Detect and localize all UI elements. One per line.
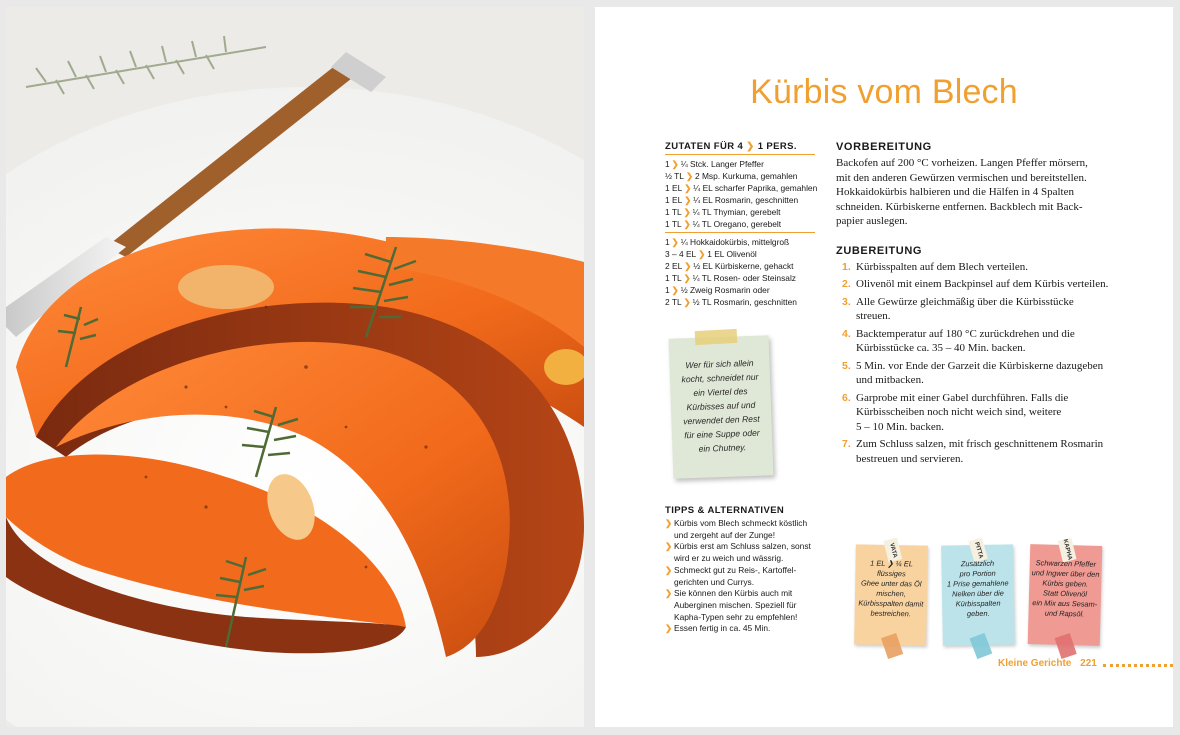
tip-line: Kürbis erst am Schluss salzen, sonst — [674, 541, 811, 552]
dosha-tag: PITTA — [968, 537, 988, 562]
tips-section — [665, 505, 815, 635]
tip-line: gerichten und Currys. — [674, 576, 755, 587]
step-number: 4. — [842, 327, 851, 340]
dosha-card-line: und Ingwer über den — [1031, 568, 1100, 579]
arrow-icon: ❯ — [665, 623, 673, 634]
dosha-card-line: Kürbis geben. — [1042, 578, 1089, 589]
dosha-card-line: Kürbisspalten damit — [858, 598, 924, 609]
dosha-card-line: Zusätzlich — [960, 558, 995, 569]
step-line: bestreuen und servieren. — [856, 452, 964, 465]
ingredient-qty-4: 1 EL — [665, 183, 683, 193]
note-line: verwendet den Rest — [683, 413, 760, 427]
dosha-card-line: ein Mix aus Sesam- — [1032, 598, 1098, 609]
step-line: Kürbisstücke ca. 35 – 40 Min. backen. — [856, 342, 1026, 354]
ingredient-qty-4: 3 – 4 EL — [665, 249, 697, 259]
note-line: Kürbisses auf und — [686, 399, 756, 413]
step-line: Kürbisscheiben noch nicht weich sind, weitere — [856, 406, 1062, 418]
arrow-icon: ❯ — [684, 261, 692, 271]
tip-line: Schmeckt gut zu Reis-, Kartoffel- — [674, 564, 797, 575]
dosha-card-line: mischen, — [876, 588, 906, 599]
ingredient-qty-1: ¼ TL Thymian, gerebelt — [692, 207, 781, 217]
ingredient-qty-1: ¼ TL Oregano, gerebelt — [692, 219, 782, 229]
tip-line: Kürbis vom Blech schmeckt köstlich — [674, 518, 808, 528]
step-line: 5 Min. vor Ende der Garzeit die Kürbiskerne dazugeben — [856, 359, 1104, 372]
ingredient-qty-4: 1 EL — [665, 195, 683, 205]
tape-decoration — [881, 633, 903, 659]
ingredient-qty-1: ¼ EL scharfer Paprika, gemahlen — [693, 183, 818, 193]
ingredient-item — [665, 272, 815, 284]
dosha-card-kapha — [1028, 538, 1103, 646]
ingredient-qty-4: ½ TL — [665, 171, 684, 181]
ingredient-item — [665, 170, 815, 182]
divider — [665, 154, 815, 155]
tip-item — [665, 518, 815, 541]
arrow-icon: ❯ — [671, 159, 679, 169]
step-line: Garprobe mit einer Gabel durchführen. Falls die — [856, 391, 1069, 404]
dosha-card-pitta — [941, 541, 1015, 645]
arrow-icon: ❯ — [671, 285, 679, 295]
ingredient-qty-4: 2 EL — [665, 261, 683, 271]
ingredients-heading-prefix: ZUTATEN FÜR 4 — [665, 141, 744, 152]
left-page-photo — [6, 7, 584, 727]
ingredient-item — [665, 284, 815, 296]
step-line: streuen. — [856, 310, 891, 322]
step-line: 5 – 10 Min. backen. — [856, 420, 944, 433]
tape-decoration — [969, 633, 992, 659]
prep-line: schneiden. Kürbiskerne entfernen. Backblech mit Back- — [836, 200, 1083, 213]
tip-item — [665, 565, 815, 588]
step-line: und mitbacken. — [856, 374, 924, 386]
note-line: kocht, schneidet nur — [681, 371, 759, 385]
arrow-icon: ❯ — [684, 183, 692, 193]
page-number: 221 — [1080, 658, 1097, 669]
dosha-card-line: 1 Prise gemahlene — [946, 578, 1009, 589]
step-number: 1. — [842, 260, 851, 273]
ingredients-heading — [665, 141, 815, 152]
dosha-card-line: pro Portion — [959, 568, 996, 579]
arrow-icon: ❯ — [665, 518, 673, 528]
step-number: 6. — [842, 391, 851, 404]
tip-line: Essen fertig in ca. 45 Min. — [674, 623, 771, 634]
section-name: Kleine Gerichte — [998, 658, 1072, 669]
arrow-icon: ❯ — [746, 141, 755, 152]
step-item — [836, 260, 1111, 275]
step-line: Backtemperatur auf 180 °C zurückdrehen und die — [856, 327, 1075, 340]
ingredient-qty-4: 1 TL — [665, 207, 682, 217]
divider — [665, 232, 815, 233]
note-line: ein Viertel des — [693, 386, 748, 398]
dosha-card-line: und Rapsöl. — [1044, 608, 1085, 619]
tape-decoration — [1055, 633, 1077, 659]
ingredient-qty-4: 1 — [665, 237, 670, 247]
dosha-card-line: Kürbisspalten — [955, 598, 1001, 609]
prep-line: Hokkaidokürbis halbieren und die Hälfen in 4 Spalten — [836, 186, 1074, 198]
steps-list — [836, 260, 1111, 467]
arrow-icon: ❯ — [698, 249, 706, 259]
ingredient-qty-1: ¼ TL Rosen- oder Steinsalz — [692, 273, 796, 283]
sticky-note-text — [669, 355, 772, 456]
dosha-card-line: bestreichen. — [870, 608, 911, 619]
ingredient-qty-1: 1 EL Olivenöl — [707, 249, 757, 259]
pumpkin-photo — [6, 7, 584, 727]
step-item — [836, 295, 1111, 324]
right-page — [595, 7, 1173, 727]
arrow-icon: ❯ — [665, 588, 673, 599]
ingredient-qty-1: ½ EL Kürbiskerne, gehackt — [693, 261, 794, 271]
tip-item — [665, 588, 815, 623]
tips-heading: TIPPS & ALTERNATIVEN — [665, 505, 785, 516]
ingredient-item — [665, 206, 815, 218]
ingredient-item — [665, 260, 815, 272]
sticky-note — [669, 335, 774, 478]
ingredient-qty-1: ¼ Stck. Langer Pfeffer — [680, 159, 764, 169]
ingredient-qty-4: 1 — [665, 285, 670, 295]
dosha-tag: VATA — [883, 538, 902, 563]
tips-list — [665, 518, 815, 635]
ingredients-heading-suffix: 1 PERS. — [757, 141, 797, 152]
dosha-card-text — [857, 558, 926, 619]
ingredient-qty-4: 2 TL — [665, 297, 682, 307]
arrow-icon: ❯ — [683, 297, 691, 307]
step-number: 7. — [842, 438, 851, 450]
tip-line: Kapha-Typen sehr zu empfehlen! — [674, 611, 798, 622]
tip-item — [665, 623, 815, 635]
method-column — [836, 141, 1111, 469]
arrow-icon: ❯ — [683, 273, 691, 283]
tip-line: Sie können den Kürbis auch mit — [674, 588, 793, 599]
dosha-card-line: Schwarzen Pfeffer — [1035, 558, 1097, 569]
tip-line: Auberginen mischen. Speziell für — [674, 599, 797, 610]
ingredient-qty-1: ¼ Hokkaidokürbis, mittelgroß — [680, 237, 790, 247]
ingredient-qty-4: 1 TL — [665, 273, 682, 283]
ingredient-qty-1: ½ TL Rosmarin, geschnitten — [692, 297, 797, 307]
ingredient-item — [665, 182, 818, 194]
ingredients-group-main — [665, 236, 815, 308]
step-item — [836, 359, 1111, 388]
prep-text — [836, 156, 1111, 229]
step-line: Kürbisspalten auf dem Blech verteilen. — [856, 260, 1028, 273]
tip-line: und zergeht auf der Zunge! — [674, 529, 776, 540]
recipe-title: Kürbis vom Blech — [750, 73, 1018, 111]
tip-line: wird er zu weich und wässrig. — [674, 553, 784, 564]
ingredient-item — [665, 248, 815, 260]
step-line: Alle Gewürze gleichmäßig über die Kürbisstücke — [856, 295, 1074, 308]
step-line: Olivenöl mit einem Backpinsel auf dem Kürbis verteilen. — [856, 278, 1109, 290]
step-item — [836, 391, 1111, 435]
ingredient-item — [665, 158, 815, 170]
prep-line: mit den anderen Gewürzen vermischen und bereitstellen. — [836, 171, 1087, 184]
ingredients-column — [665, 141, 818, 308]
dosha-card-line: 1 EL ❯ ¼ EL flüssiges — [870, 558, 913, 579]
arrow-icon: ❯ — [665, 564, 673, 575]
tip-item — [665, 541, 815, 564]
ingredient-qty-4: 1 — [665, 159, 670, 169]
dosha-card-line: Ghee unter das Öl — [860, 578, 922, 589]
dosha-card-line: geben. — [966, 608, 990, 619]
ingredient-qty-1: ¼ EL Rosmarin, geschnitten — [693, 195, 799, 205]
step-number: 2. — [842, 278, 851, 290]
dosha-card-line: Nelken über die — [952, 588, 1004, 599]
ingredient-item — [665, 236, 815, 248]
arrow-icon: ❯ — [665, 541, 673, 552]
dosha-card-text — [943, 558, 1012, 619]
step-line: Zum Schluss salzen, mit frisch geschnittenem Rosmarin — [856, 438, 1104, 450]
arrow-icon: ❯ — [685, 171, 693, 181]
dosha-card-line: Statt Olivenöl — [1042, 588, 1088, 599]
step-number: 3. — [842, 295, 851, 308]
arrow-icon: ❯ — [684, 195, 692, 205]
arrow-icon: ❯ — [671, 237, 679, 247]
prep-line: Backofen auf 200 °C vorheizen. Langen Pfeffer mörsern, — [836, 157, 1088, 169]
page-footer — [998, 658, 1097, 669]
arrow-icon: ❯ — [683, 207, 691, 217]
step-item — [836, 437, 1111, 466]
ingredient-qty-1: 2 Msp. Kurkuma, gemahlen — [694, 171, 798, 181]
tape-decoration — [695, 329, 738, 345]
ingredient-item — [665, 194, 815, 206]
note-line: Wer für sich allein — [685, 357, 754, 371]
ingredient-item — [665, 296, 815, 308]
dosha-card-vata — [854, 544, 928, 645]
note-line: ein Chutney. — [698, 442, 747, 454]
dosha-tag: KAPHA — [1058, 538, 1077, 563]
method-heading: ZUBEREITUNG — [836, 244, 923, 257]
step-item — [836, 327, 1111, 356]
prep-line: papier auslegen. — [836, 215, 908, 227]
arrow-icon: ❯ — [683, 219, 691, 229]
dosha-card-text — [1030, 558, 1100, 620]
footer-dotted-line — [1103, 664, 1173, 667]
ingredient-qty-1: ½ Zweig Rosmarin oder — [680, 285, 770, 295]
note-line: für eine Suppe oder — [684, 427, 760, 441]
ingredient-item — [665, 218, 815, 230]
step-number: 5. — [842, 359, 851, 372]
ingredients-group-spices — [665, 158, 818, 230]
ingredient-qty-4: 1 TL — [665, 219, 682, 229]
step-item — [836, 277, 1111, 292]
prep-heading: VORBEREITUNG — [836, 141, 932, 153]
